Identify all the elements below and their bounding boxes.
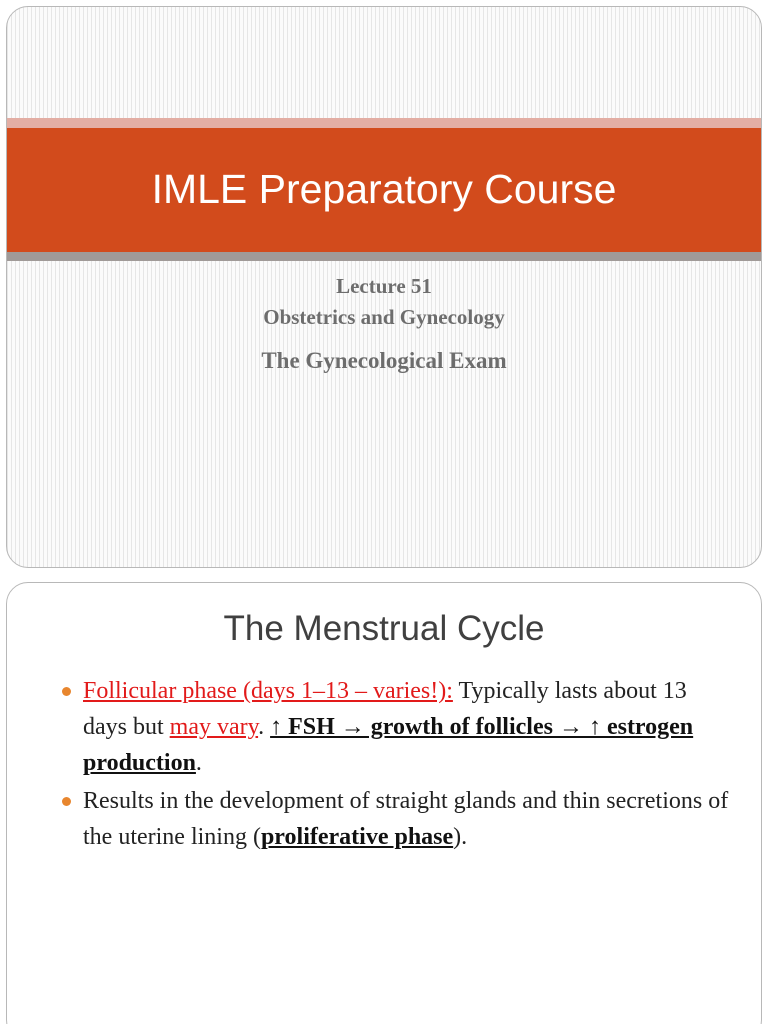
- content-slide: [6, 582, 762, 1024]
- emphasis-hormone-sequence: ↑ FSH → growth of follicles → ↑ estrogen production: [83, 714, 694, 776]
- slide-title: The Menstrual Cycle: [223, 609, 545, 648]
- bullet-dot-icon: [62, 687, 71, 696]
- bullet-list: [83, 673, 733, 857]
- phase-label: Follicular phase (days 1–13 – varies!):: [83, 678, 453, 704]
- bullet-item-follicular-phase: [83, 673, 733, 781]
- course-title: IMLE Preparatory Course: [151, 166, 617, 212]
- bullet-text: Results in the development of straight glands and thin secretions of the uterine lining (: [83, 788, 729, 850]
- title-band-bottom-stripe: [7, 252, 761, 261]
- lecture-number: Lecture 51: [336, 274, 432, 298]
- title-band-top-stripe: [7, 118, 761, 128]
- lecture-topic: The Gynecological Exam: [261, 348, 507, 373]
- bullet-dot-icon: [62, 797, 71, 806]
- subject-name: Obstetrics and Gynecology: [263, 305, 505, 329]
- title-slide: [6, 6, 762, 568]
- bullet-item-results: [83, 783, 733, 855]
- bullet-text: .: [258, 714, 271, 740]
- bullet-text: ).: [453, 824, 468, 850]
- bullet-text: .: [195, 750, 202, 776]
- emphasis-may-vary: may vary: [169, 714, 259, 740]
- emphasis-proliferative-phase: proliferative phase: [260, 824, 454, 850]
- subtitle-block: [7, 271, 761, 377]
- bullet-text: Typically lasts about 13 days but: [83, 678, 687, 740]
